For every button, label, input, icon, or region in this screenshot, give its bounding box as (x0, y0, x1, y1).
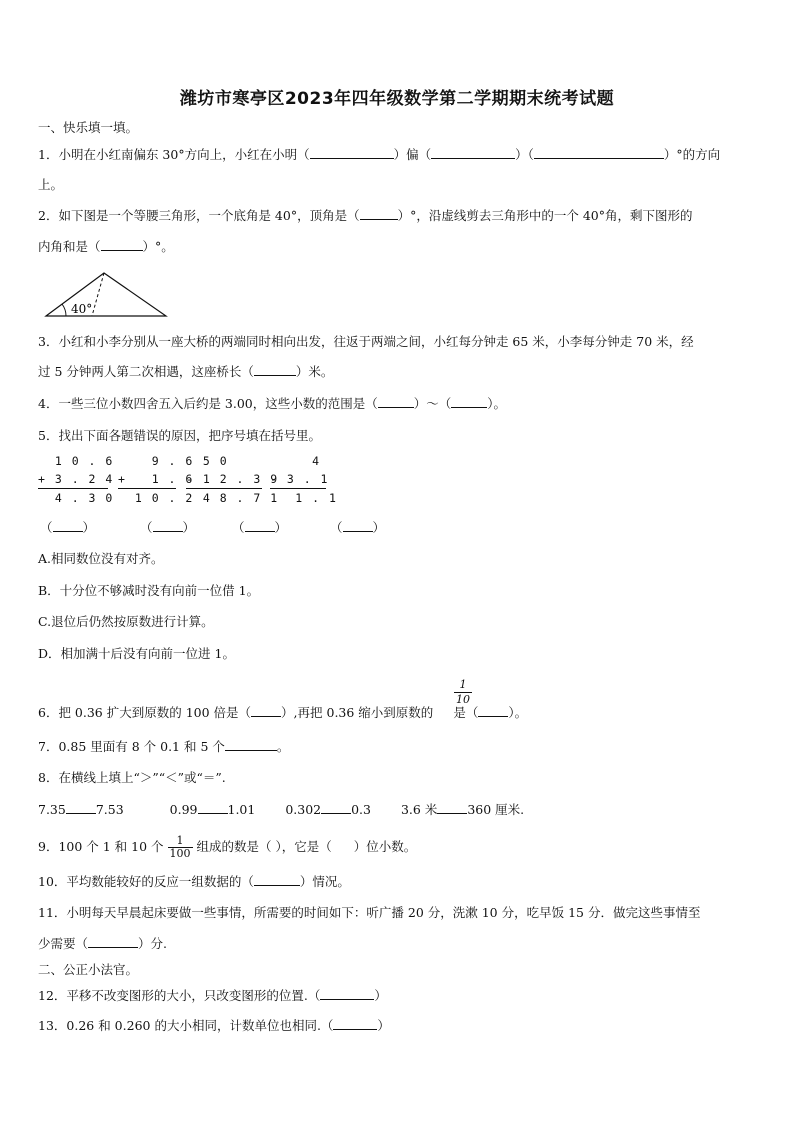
fraction-one-tenth: $\frac{1}{10}$ (456, 678, 470, 706)
answer-blank[interactable] (101, 237, 143, 251)
answer-blank[interactable] (320, 986, 374, 1000)
answer-slot-1[interactable]: （ ） (40, 520, 96, 535)
arithmetic-problem-4: 4 - 3 . 1 1 . 1 (270, 454, 338, 505)
question-2: 2．如下图是一个等腰三角形，一个底角是 40°，顶角是（ ）°，沿虚线剪去三角形中的一个 40°角，剩下图形的 (38, 208, 693, 223)
answer-blank[interactable] (478, 703, 508, 717)
answer-blank[interactable] (88, 934, 138, 948)
section-1-heading: 一、快乐填一填。 (38, 120, 139, 135)
question-2-cont: 内角和是（ ）°。 (38, 239, 174, 254)
answer-blank[interactable] (310, 145, 394, 159)
arithmetic-problem-3: 5 0 - 1 2 . 3 9 4 8 . 7 1 (186, 454, 279, 505)
isosceles-triangle-figure (44, 270, 170, 320)
question-3: 3．小红和小李分别从一座大桥的两端同时相向出发，往返于两端之间，小红每分钟走 65 米，小李每分钟走 70 米，经 (38, 334, 694, 349)
option-c: C.退位后仍然按原数进行计算。 (38, 614, 214, 629)
answer-blank[interactable] (321, 800, 351, 814)
question-11-cont: 少需要（ ）分. (38, 936, 167, 951)
answer-blank[interactable] (251, 703, 281, 717)
triangle-outline (46, 273, 166, 316)
page-title: 潍坊市寒亭区2023年四年级数学第二学期期末统考试题 (179, 89, 615, 109)
answer-slot-3[interactable]: （ ） (232, 520, 288, 535)
answer-blank[interactable] (225, 737, 277, 751)
answer-blank[interactable] (198, 800, 228, 814)
answer-blank[interactable] (437, 800, 467, 814)
answer-blank[interactable] (378, 394, 414, 408)
option-d: D．相加满十后没有向前一位进 1。 (38, 646, 235, 661)
section-2-heading: 二、公正小法官。 (38, 962, 139, 977)
question-9: 9．100 个 1 和 10 个 $\frac{1}{100}$ 组成的数是（ ），它是（ ）位小数。 (38, 834, 417, 860)
angle-label: 40° (71, 302, 93, 316)
answer-blank[interactable] (66, 800, 96, 814)
question-11: 11．小明每天早晨起床要做一些事情，所需要的时间如下：听广播 20 分，洗漱 10 分，吃早饭 15 分．做完这些事情至 (38, 905, 701, 920)
answer-slot-4[interactable]: （ ） (330, 520, 386, 535)
answer-blank[interactable] (254, 362, 296, 376)
question-3-cont: 过 5 分钟两人第二次相遇，这座桥长（ ）米。 (38, 364, 334, 379)
question-1-cont: 上。 (38, 177, 64, 192)
arithmetic-problem-1: 1 0 . 6 + 3 . 2 4 4 . 3 0 (38, 454, 114, 505)
question-8: 8．在横线上填上“＞”“＜”或“＝”. (38, 770, 226, 785)
answer-blank[interactable] (431, 145, 515, 159)
question-5: 5．找出下面各题错误的原因，把序号填在括号里。 (38, 428, 321, 443)
question-10: 10．平均数能较好的反应一组数据的（ ）情况。 (38, 874, 350, 889)
answer-blank[interactable] (534, 145, 664, 159)
fraction-one-hundredth: $\frac{1}{100}$ (169, 834, 191, 860)
question-8-items: 7.35 7.53 0.99 1.01 0.302 0.3 3.6 米 360 厘米. (38, 802, 525, 817)
arithmetic-problem-2: 9 . 6 + 1 . 6 1 0 . 2 (118, 454, 194, 505)
answer-blank[interactable] (333, 1016, 377, 1030)
angle-arc (62, 304, 66, 316)
question-6: 6．把 0.36 扩大到原数的 100 倍是（ ）,再把 0.36 缩小到原数的 是（ ）。 (38, 705, 528, 720)
question-7: 7．0.85 里面有 8 个 0.1 和 5 个 。 (38, 739, 290, 754)
question-1: 1．小明在小红南偏东 30°方向上，小红在小明（ ）偏（ ）（ ）°的方向 (38, 147, 721, 162)
question-4: 4．一些三位小数四舍五入后约是 3.00，这些小数的范围是（ ）～（ ）。 (38, 396, 507, 411)
option-a: A.相同数位没有对齐。 (38, 551, 164, 566)
question-12: 12．平移不改变图形的大小，只改变图形的位置.（ ） (38, 988, 387, 1003)
question-13: 13．0.26 和 0.260 的大小相同，计数单位也相同.（ ） (38, 1018, 390, 1033)
answer-slot-2[interactable]: （ ） (140, 520, 196, 535)
option-b: B．十分位不够减时没有向前一位借 1。 (38, 583, 260, 598)
answer-blank[interactable] (254, 872, 300, 886)
answer-blank[interactable] (360, 206, 398, 220)
cut-dashed-line (92, 273, 104, 316)
answer-blank[interactable] (451, 394, 487, 408)
